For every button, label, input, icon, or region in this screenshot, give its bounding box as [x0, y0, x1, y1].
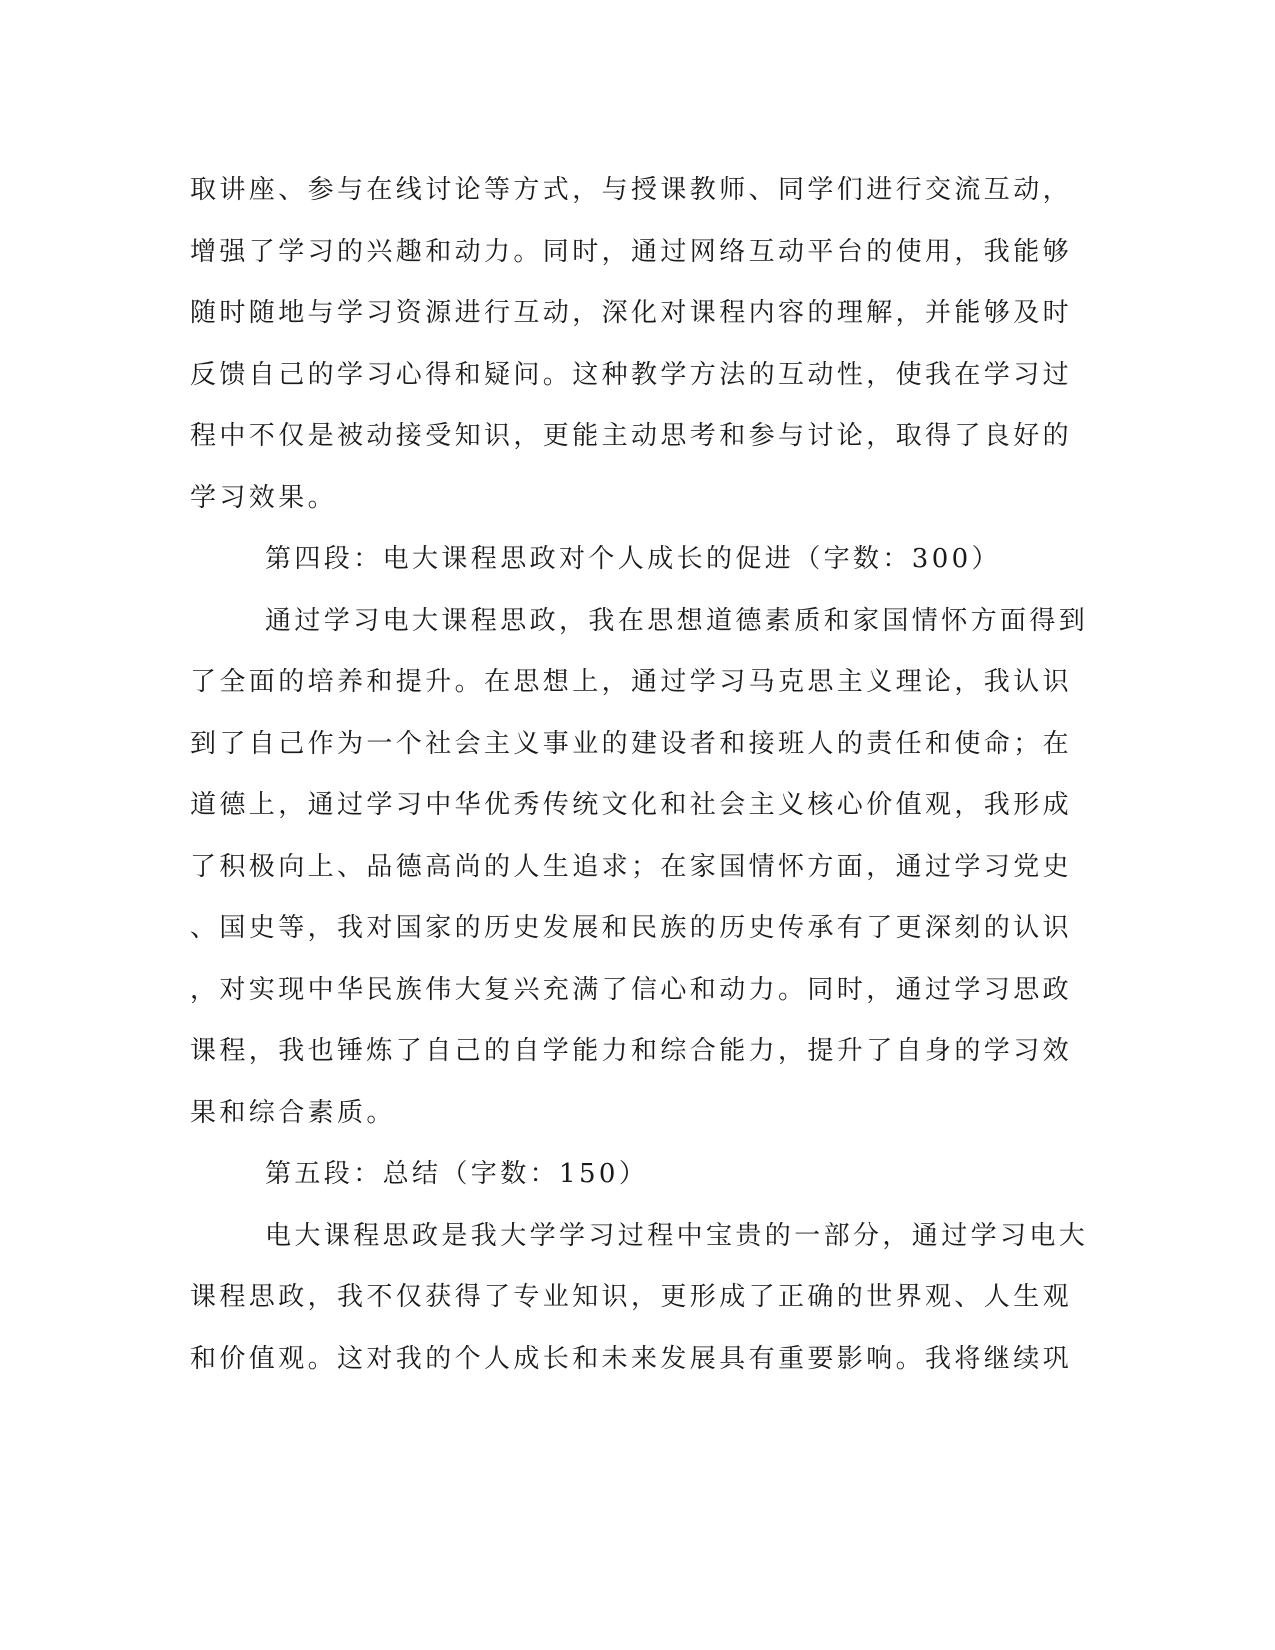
text-line: 课程思政，我不仅获得了专业知识，更形成了正确的世界观、人生观 — [190, 1282, 1073, 1312]
text-line: 学习效果。 — [190, 482, 338, 513]
text-line: 果和综合素质。 — [190, 1097, 396, 1128]
text-line: 道德上，通过学习中华优秀传统文化和社会主义核心价值观，我形成 — [190, 790, 1073, 820]
document-body — [190, 160, 1090, 1390]
text-line: ，对实现中华民族伟大复兴充满了信心和动力。同时，通过学习思政 — [190, 974, 1073, 1005]
text-line: 到了自己作为一个社会主义事业的建设者和接班人的责任和使命；在 — [190, 728, 1073, 759]
text-line: 、国史等，我对国家的历史发展和民族的历史传承有了更深刻的认识 — [190, 913, 1073, 943]
text-line: 取讲座、参与在线讨论等方式，与授课教师、同学们进行交流互动， — [190, 175, 1073, 205]
text-line: 随时随地与学习资源进行互动，深化对课程内容的理解，并能够及时 — [190, 298, 1073, 328]
section-heading-4: 第四段：电大课程思政对个人成长的促进（字数：300） — [265, 544, 1002, 574]
text-line: 电大课程思政是我大学学习过程中宝贵的一部分，通过学习电大 — [265, 1220, 1089, 1251]
text-line: 通过学习电大课程思政，我在思想道德素质和家国情怀方面得到 — [265, 605, 1089, 636]
text-line: 增强了学习的兴趣和动力。同时，通过网络互动平台的使用，我能够 — [190, 236, 1073, 267]
text-line: 和价值观。这对我的个人成长和未来发展具有重要影响。我将继续巩 — [190, 1343, 1073, 1374]
text-line: 了全面的培养和提升。在思想上，通过学习马克思主义理论，我认识 — [190, 667, 1073, 697]
section-heading-5: 第五段：总结（字数：150） — [265, 1159, 649, 1189]
text-line: 反馈自己的学习心得和疑问。这种教学方法的互动性，使我在学习过 — [190, 359, 1073, 390]
text-line: 课程，我也锤炼了自己的自学能力和综合能力，提升了自身的学习效 — [190, 1036, 1073, 1066]
text-line: 了积极向上、品德高尚的人生追求；在家国情怀方面，通过学习党史 — [190, 851, 1073, 882]
text-line: 程中不仅是被动接受知识，更能主动思考和参与讨论，取得了良好的 — [190, 421, 1073, 451]
